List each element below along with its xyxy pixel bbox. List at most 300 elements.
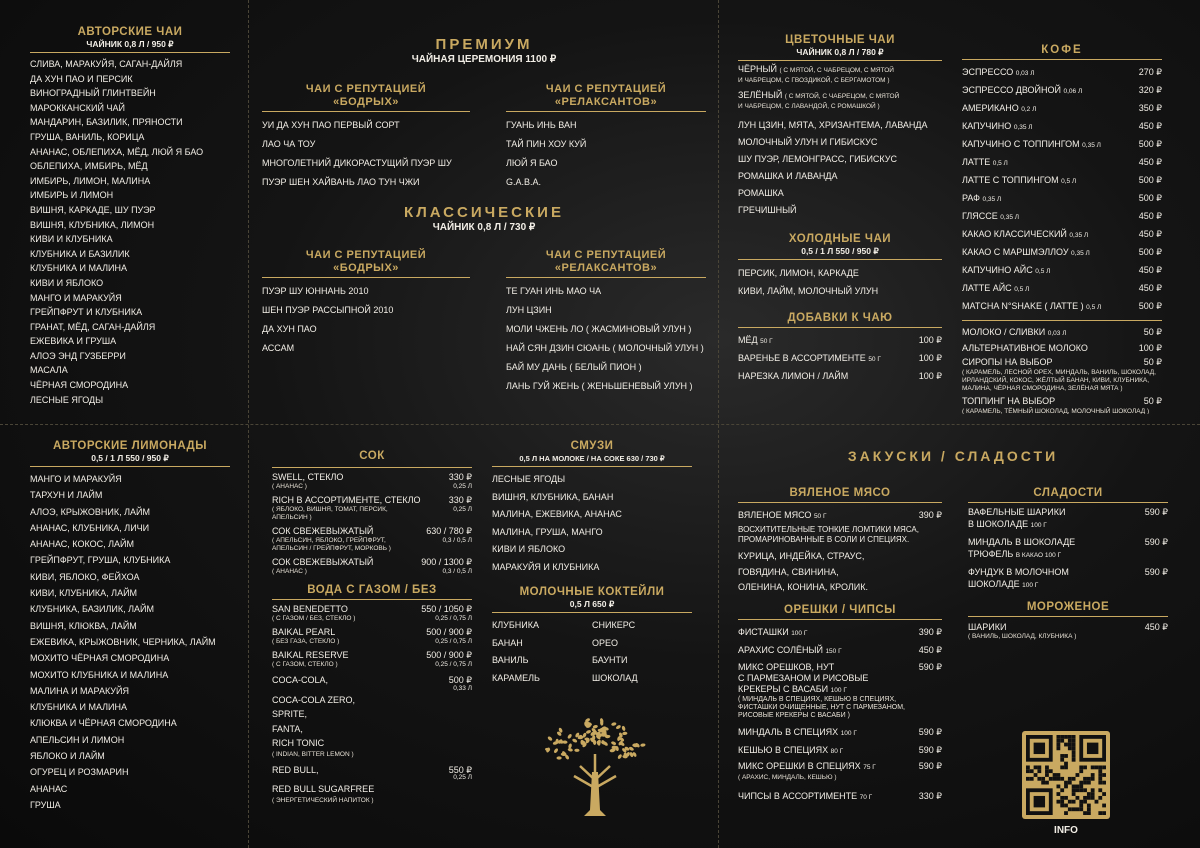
tea-addons-title: ДОБАВКИ К ЧАЮ	[787, 312, 893, 324]
menu-row	[272, 736, 472, 751]
list-item: МАНГО И МАРАКУЙЯ	[30, 292, 122, 303]
item-volume: 0,35 Л	[1013, 124, 1033, 131]
jerky-name: ВЯЛЕНОЕ МЯСО 50 Г	[738, 510, 827, 520]
juice-water-section	[272, 450, 472, 830]
premium-col2-title: ЧАИ С РЕПУТАЦИЕЙ «РЕЛАКСАНТОВ»	[545, 83, 667, 108]
snacks-section	[738, 448, 1168, 838]
item-volume: 0,35 Л	[1082, 142, 1101, 149]
item-name: МЁД 50 Г	[738, 335, 773, 345]
flower-tea-item: РОМАШКА	[738, 188, 784, 198]
flower-tea-item: РОМАШКА И ЛАВАНДА	[738, 171, 838, 181]
item-name: РАФ 0,35 Л	[962, 193, 1002, 203]
icecream-rule	[968, 616, 1168, 617]
list-item: ШОКОЛАД	[592, 672, 638, 683]
classic-col1-rule	[262, 277, 470, 278]
icecream-name: ШАРИКИ	[968, 622, 1007, 632]
item-volume: 0,25 / 0,75 Л	[435, 638, 472, 645]
list-item: АЛОЭ, КРЫЖОВНИК, ЛАЙМ	[30, 506, 150, 517]
list-item: КИВИ, ЯБЛОКО, ФЕЙХОА	[30, 571, 140, 582]
item-price: 550 ₽	[448, 764, 472, 775]
list-item: АНАНАС, ОБЛЕПИХА, МЁД, ЛЮЙ Я БАО	[30, 146, 204, 157]
sweets-rule	[968, 502, 1168, 503]
milkshakes-subtitle: 0,5 Л 650 ₽	[569, 599, 615, 609]
list-item: АНАНАС, КОКОС, ЛАЙМ	[30, 539, 134, 550]
list-item: КУРИЦА, ИНДЕЙКА, СТРАУС,	[738, 551, 865, 561]
list-item: ЕЖЕВИКА И ГРУША	[30, 336, 117, 347]
snacks-left-column	[738, 487, 942, 806]
item-price: 390 ₽	[918, 626, 942, 637]
item-subrow	[272, 638, 472, 646]
smoothie-subtitle: 0,5 Л НА МОЛОКЕ / НА СОКЕ 630 / 730 ₽	[519, 454, 665, 463]
item-price: 500 ₽	[1138, 193, 1162, 203]
item-price: 590 ₽	[1144, 537, 1168, 547]
list-item: ОГУРЕЦ И РОЗМАРИН	[30, 767, 129, 778]
menu-row	[738, 332, 942, 350]
item-price: 350 ₽	[1138, 103, 1162, 113]
list-item: ЛАНЬ ГУЙ ЖЕНЬ ( ЖЕНЬШЕНЕВЫЙ УЛУН )	[506, 381, 693, 391]
list-item: ЛЕСНЫЕ ЯГОДЫ	[30, 394, 104, 405]
milkshakes-col2	[592, 617, 692, 687]
list-item: СЛИВА, МАРАКУЙЯ, САГАН-ДАЙЛЯ	[30, 59, 183, 69]
nuts-mix2-name: МИКС ОРЕШКИ В СПЕЦИЯХ 75 Г	[738, 760, 876, 771]
list-item: УИ ДА ХУН ПАО ПЕРВЫЙ СОРТ	[262, 120, 400, 130]
item-name: ВАФЕЛЬНЫЕ ШАРИКИ В ШОКОЛАДЕ 100 Г	[968, 507, 1066, 529]
item-price: 270 ₽	[1138, 67, 1162, 77]
flower-tea-note2: И ЧАБРЕЦОМ, С ЛАВАНДОЙ, С РОМАШКОЙ )	[738, 103, 880, 110]
cold-teas-rule	[738, 259, 942, 260]
list-item: МАЛИНА, ЕЖЕВИКА, АНАНАС	[492, 509, 622, 519]
item-name: SAN BENEDETTO	[272, 604, 348, 614]
flower-tea-note: ( С МЯТОЙ, С ЧАБРЕЦОМ, С МЯТОЙ	[784, 93, 900, 100]
toppings-price: 50 ₽	[1143, 396, 1162, 406]
list-item: КЛУБНИКА, БАЗИЛИК, ЛАЙМ	[30, 604, 154, 615]
item-name: МОЛОКО / СЛИВКИ 0,03 Л	[962, 327, 1067, 337]
menu-row	[962, 118, 1162, 136]
chips-price: 330 ₽	[918, 790, 942, 801]
item-price: 50 ₽	[1143, 327, 1162, 337]
info-label: INFO	[1054, 825, 1078, 836]
item-name: СОК СВЕЖЕВЫЖАТЫЙ	[272, 526, 374, 536]
classic-columns	[262, 249, 706, 396]
jerky-desc: ВОСХИТИТЕЛЬНЫЕ ТОНКИЕ ЛОМТИКИ МЯСА, ПРОМАРИНОВАННЫЕ В СОЛИ И СПЕЦИЯХ.	[738, 525, 919, 544]
flower-teas-subtitle: ЧАЙНИК 0,8 Л / 780 ₽	[796, 47, 884, 57]
list-item: ИМБИРЬ И ЛИМОН	[30, 190, 114, 201]
premium-title: ПРЕМИУМ	[435, 36, 533, 53]
menu-row	[738, 350, 942, 368]
menu-row	[272, 495, 472, 506]
list-item: ИМБИРЬ, ЛИМОН, МАЛИНА	[30, 175, 151, 186]
item-price: 100 ₽	[1138, 343, 1162, 353]
item-volume: 0,03 Л	[1015, 70, 1035, 77]
list-item: ГУАНЬ ИНЬ ВАН	[506, 120, 577, 130]
cold-teas-subtitle: 0,5 / 1 Л 550 / 950 ₽	[801, 246, 879, 256]
item-name: SWELL, СТЕКЛО	[272, 472, 344, 482]
premium-col2-list	[506, 116, 706, 192]
smoothie-list	[492, 471, 692, 576]
menu-row	[738, 642, 942, 660]
list-item: КЛУБНИКА И МАЛИНА	[30, 263, 128, 274]
flower-teas-list	[738, 65, 942, 219]
list-item: АССАМ	[262, 343, 295, 353]
item-price: 100 ₽	[918, 353, 942, 363]
list-item: ПУЭР ШЕН ХАЙВАНЬ ЛАО ТУН ЧЖИ	[262, 177, 420, 187]
menu-row	[272, 693, 472, 708]
menu-row	[962, 190, 1162, 208]
redbull-block	[272, 763, 472, 805]
list-item: КИВИ И ЯБЛОКО	[30, 277, 104, 288]
list-item: ТАРХУН И ЛАЙМ	[30, 490, 103, 501]
item-price: 590 ₽	[1144, 567, 1168, 577]
flower-tea-note2: И ЧАБРЕЦОМ, С ГВОЗДИКОЙ, С БЕРГАМОТОМ )	[738, 77, 890, 84]
list-item: ОБЛЕПИХА, ИМБИРЬ, МЁД	[30, 161, 148, 172]
sweets-row	[968, 537, 1168, 561]
icecream-row	[968, 621, 1168, 633]
item-note: ( АНАНАС )	[272, 483, 307, 490]
qr-code-icon[interactable]	[1022, 731, 1110, 819]
item-name: SPRITE,	[272, 709, 308, 719]
item-volume: 0,25 Л	[453, 483, 472, 490]
item-note: ( ЭНЕРГЕТИЧЕСКИЙ НАПИТОК )	[272, 796, 374, 804]
nuts-mix2-price: 590 ₽	[918, 760, 942, 771]
item-note: ( ЯБЛОКО, ВИШНЯ, ТОМАТ, ПЕРСИК, АПЕЛЬСИН )	[272, 506, 388, 521]
item-price: 330 ₽	[448, 495, 472, 505]
item-note: ( АНАНАС )	[272, 568, 307, 575]
toppings-row	[962, 395, 1162, 408]
list-item: МАРАКУЙЯ И КЛУБНИКА	[492, 561, 600, 572]
milkshakes-rule	[492, 612, 692, 613]
list-item: ЛЮЙ Я БАО	[506, 158, 558, 168]
item-volume: 0,25 Л	[453, 506, 472, 513]
water-list	[272, 604, 472, 669]
syrups-note: ( КАРАМЕЛЬ, ЛЕСНОЙ ОРЕХ, МИНДАЛЬ, ВАНИЛЬ, ШОКОЛАД, ИРЛАНДСКИЙ, КОКОС, ЖЁЛТЫЙ БАНАН, КИВИ, КЛУБНИКА, МАЛИНА, ЧЁРНАЯ СМОРОДИНА, ЗЕЛЁНАЯ МЯТА )	[962, 369, 1156, 392]
item-volume: 0,33 Л	[453, 684, 472, 692]
menu-row	[962, 136, 1162, 154]
menu-row	[962, 325, 1162, 341]
author-teas-title: АВТОРСКИЕ ЧАИ	[77, 26, 183, 38]
item-volume: 50 Г	[868, 356, 881, 363]
item-volume: 0,25 Л	[453, 774, 472, 781]
item-name: BAIKAL PEARL	[272, 627, 336, 637]
item-name: МИНДАЛЬ В СПЕЦИЯХ 100 Г	[738, 726, 857, 737]
menu-row	[738, 742, 942, 760]
premium-col-bodry	[262, 83, 470, 192]
coffee-list	[962, 64, 1162, 316]
premium-col1-list	[262, 116, 470, 192]
list-item: КИВИ, КЛУБНИКА, ЛАЙМ	[30, 588, 138, 599]
item-note: ( АПЕЛЬСИН, ЯБЛОКО, ГРЕЙПФРУТ, АПЕЛЬСИН / ГРЕЙПФРУТ, МОРКОВЬ )	[272, 537, 391, 552]
item-name: ГЛЯССЕ 0,35 Л	[962, 211, 1020, 221]
syrups-row	[962, 356, 1162, 369]
list-item: G.A.B.A.	[506, 177, 542, 187]
item-volume: 0,35 Л	[1069, 232, 1089, 239]
syrups-price: 50 ₽	[1143, 357, 1162, 367]
list-item: МНОГОЛЕТНИЙ ДИКОРАСТУЩИЙ ПУЭР ШУ	[262, 158, 452, 168]
flower-teas-rule	[738, 60, 942, 61]
item-name: ЭСПРЕССО 0,03 Л	[962, 67, 1035, 77]
list-item: ГРАНАТ, МЁД, САГАН-ДАЙЛЯ	[30, 321, 156, 332]
nuts-mix-row	[738, 662, 942, 696]
lemonades-subtitle: 0,5 / 1 Л 550 / 950 ₽	[91, 453, 169, 463]
item-name: НАРЕЗКА ЛИМОН / ЛАЙМ	[738, 371, 849, 381]
menu-row	[962, 100, 1162, 118]
item-name: КАКАО КЛАССИЧЕСКИЙ 0,35 Л	[962, 229, 1089, 239]
list-item: ВИШНЯ, КЛУБНИКА, ЛИМОН	[30, 219, 155, 230]
menu-row	[962, 341, 1162, 356]
toppings-name: ТОППИНГ НА ВЫБОР	[962, 396, 1056, 406]
milkshakes-title: МОЛОЧНЫЕ КОКТЕЙЛИ	[519, 586, 665, 598]
water-rule	[272, 599, 472, 600]
item-price: 500 ₽	[1138, 139, 1162, 149]
flower-tea-item: ЛУН ЦЗИН, МЯТА, ХРИЗАНТЕМА, ЛАВАНДА	[738, 120, 928, 130]
water-title: ВОДА С ГАЗОМ / БЕЗ	[307, 584, 437, 596]
item-price: 900 / 1300 ₽	[421, 557, 472, 567]
item-name: АЛЬТЕРНАТИВНОЕ МОЛОКО	[962, 343, 1088, 353]
item-name: RICH TONIC	[272, 738, 325, 748]
list-item: АНАНАС	[30, 783, 68, 794]
flower-teas-section	[738, 34, 942, 394]
item-volume: 0,03 Л	[1047, 330, 1067, 337]
item-subrow	[272, 537, 472, 553]
item-name: RED BULL,	[272, 764, 319, 775]
nuts-mix-price: 590 ₽	[918, 661, 942, 672]
item-volume: 0,5 Л	[1035, 268, 1051, 275]
jerky-rule	[738, 502, 942, 503]
chips-name: ЧИПСЫ В АССОРТИМЕНТЕ 70 Г	[738, 790, 873, 801]
item-volume: 0,35 Л	[1000, 214, 1020, 221]
item-name: RICH В АССОРТИМЕНТЕ, СТЕКЛО	[272, 495, 421, 505]
list-item: КАРАМЕЛЬ	[492, 672, 540, 683]
item-name: FANTA,	[272, 723, 303, 734]
list-item: НАЙ СЯН ДЗИН СЮАНЬ ( МОЛОЧНЫЙ УЛУН )	[506, 343, 704, 353]
menu-row	[962, 262, 1162, 280]
syrups-name: СИРОПЫ НА ВЫБОР	[962, 357, 1053, 367]
smoothie-rule	[492, 466, 692, 467]
classic-col2-title: ЧАИ С РЕПУТАЦИЕЙ «РЕЛАКСАНТОВ»	[545, 249, 667, 274]
menu-row	[272, 650, 472, 661]
item-name: АРАХИС СОЛЁНЫЙ 150 Г	[738, 644, 842, 655]
classic-col2-rule	[506, 277, 706, 278]
list-item: ВИШНЯ, КЛУБНИКА, БАНАН	[492, 491, 614, 502]
item-note: ( БЕЗ ГАЗА, СТЕКЛО )	[272, 638, 340, 645]
item-volume: 0,5 Л	[1086, 304, 1102, 311]
menu-row	[962, 226, 1162, 244]
item-price: 500 ₽	[1138, 247, 1162, 257]
item-subrow	[272, 615, 472, 623]
list-item: ВИШНЯ, КАРКАДЕ, ШУ ПУЭР	[30, 204, 156, 215]
list-item: КЛЮКВА И ЧЁРНАЯ СМОРОДИНА	[30, 718, 177, 729]
menu-row	[962, 244, 1162, 262]
item-price: 330 ₽	[448, 472, 472, 482]
item-note: ( С ГАЗОМ, СТЕКЛО )	[272, 661, 338, 668]
list-item: ТАЙ ПИН ХОУ КУЙ	[506, 139, 587, 149]
premium-classic-section	[262, 36, 706, 416]
chips-row	[738, 788, 942, 806]
item-price: 550 / 1050 ₽	[421, 604, 472, 614]
divider-horizontal	[0, 424, 1200, 425]
item-price: 590 ₽	[918, 726, 942, 737]
menu-row	[962, 208, 1162, 226]
list-item: АНАНАС, КЛУБНИКА, ЛИЧИ	[30, 522, 150, 533]
menu-row	[272, 707, 472, 722]
sweets-title: СЛАДОСТИ	[1033, 487, 1103, 499]
menu-row	[272, 782, 472, 797]
tea-addons-rule	[738, 327, 942, 328]
icecream-price: 450 ₽	[1144, 622, 1168, 632]
item-name: ФУНДУК В МОЛОЧНОМ ШОКОЛАДЕ 100 Г	[968, 567, 1069, 589]
nuts-list	[738, 624, 942, 660]
list-item: АПЕЛЬСИН И ЛИМОН	[30, 734, 125, 745]
item-volume: 0,35 Л	[1071, 250, 1090, 257]
list-item: КИВИ И ЯБЛОКО	[492, 544, 566, 554]
item-volume: 0,3 / 0,5 Л	[442, 568, 472, 575]
item-subrow	[272, 506, 472, 522]
nuts-rule	[738, 619, 942, 620]
author-teas-rule	[30, 52, 230, 53]
premium-col2-rule	[506, 111, 706, 112]
menu-row	[962, 154, 1162, 172]
item-price: 450 ₽	[1138, 229, 1162, 239]
list-item: ГРЕЙПФРУТ, ГРУША, КЛУБНИКА	[30, 555, 171, 566]
list-item: МАЛИНА И МАРАКУЙЯ	[30, 685, 129, 696]
item-name: АМЕРИКАНО 0,2 Л	[962, 103, 1037, 113]
list-item: СНИКЕРС	[592, 620, 636, 630]
item-volume: 0,06 Л	[1063, 88, 1083, 95]
item-name: ВАРЕНЬЕ В АССОРТИМЕНТЕ 50 Г	[738, 353, 881, 363]
item-volume: 0,25 / 0,75 Л	[435, 615, 472, 622]
premium-subtitle: ЧАЙНАЯ ЦЕРЕМОНИЯ 1100 ₽	[411, 54, 557, 65]
lemonades-list	[30, 471, 230, 813]
item-name: КЕШЬЮ В СПЕЦИЯХ 80 Г	[738, 744, 844, 755]
classic-col2-list	[506, 282, 706, 396]
flower-tea-item: ЧЁРНЫЙ ( С МЯТОЙ, С ЧАБРЕЦОМ, С МЯТОЙ И ЧАБРЕЦОМ, С ГВОЗДИКОЙ, С БЕРГАМОТОМ )	[738, 64, 894, 84]
flower-tea-note: ( С МЯТОЙ, С ЧАБРЕЦОМ, С МЯТОЙ	[779, 67, 894, 74]
item-volume: 0,3 / 0,5 Л	[442, 537, 472, 544]
menu-row	[272, 722, 472, 737]
list-item: ВИНОГРАДНЫЙ ГЛИНТВЕЙН	[30, 88, 156, 99]
item-price: 450 ₽	[1138, 283, 1162, 293]
icecream-title: МОРОЖЕНОЕ	[1026, 601, 1110, 613]
juice-title: СОК	[359, 450, 385, 462]
list-item: ЛЕСНЫЕ ЯГОДЫ	[492, 474, 566, 484]
menu-row	[962, 298, 1162, 316]
item-price: 450 ₽	[1138, 157, 1162, 167]
list-item: ЧЁРНАЯ СМОРОДИНА	[30, 380, 129, 391]
flower-tea-item: ШУ ПУЭР, ЛЕМОНГРАСС, ГИБИСКУС	[738, 154, 897, 164]
item-name: RED BULL SUGARFREE	[272, 784, 375, 794]
item-name: ЭСПРЕССО ДВОЙНОЙ 0,06 Л	[962, 85, 1083, 95]
item-price: 450 ₽	[918, 644, 942, 655]
list-item: БАЙ МУ ДАНЬ ( БЕЛЫЙ ПИОН )	[506, 362, 642, 372]
item-price: 630 / 780 ₽	[426, 526, 472, 536]
juice-list	[272, 472, 472, 576]
item-name: ЛАТТЕ 0,5 Л	[962, 157, 1008, 167]
smoothie-section	[492, 440, 692, 830]
item-price: 590 ₽	[918, 744, 942, 755]
nuts-list2	[738, 724, 942, 760]
list-item: МАЛИНА, ГРУША, МАНГО	[492, 526, 603, 537]
item-volume: 0,5 Л	[992, 160, 1008, 167]
item-volume: 50 Г	[760, 338, 773, 345]
list-item: ТЕ ГУАН ИНЬ МАО ЧА	[506, 286, 602, 296]
coffee-extras-list	[962, 325, 1162, 356]
item-name: MATCHA N°SHAKE ( ЛАТТЕ ) 0,5 Л	[962, 301, 1102, 311]
lemonades-section	[30, 440, 230, 830]
item-subrow	[272, 568, 472, 576]
list-item: ДА ХУН ПАО	[262, 324, 317, 334]
item-volume: 0,25 / 0,75 Л	[435, 661, 472, 668]
item-name: СОК СВЕЖЕВЫЖАТЫЙ	[272, 557, 374, 567]
snacks-title: ЗАКУСКИ / СЛАДОСТИ	[847, 448, 1059, 464]
premium-col-relax	[506, 83, 706, 192]
classic-title: КЛАССИЧЕСКИЕ	[404, 204, 564, 221]
list-item: ОЛЕНИНА, КОНИНА, КРОЛИК.	[738, 582, 868, 592]
flower-tea-item: ЗЕЛЁНЫЙ ( С МЯТОЙ, С ЧАБРЕЦОМ, С МЯТОЙ И ЧАБРЕЦОМ, С ЛАВАНДОЙ, С РОМАШКОЙ )	[738, 90, 900, 110]
premium-col1-rule	[262, 111, 470, 112]
item-subrow	[272, 661, 472, 669]
icecream-note: ( ВАНИЛЬ, ШОКОЛАД, КЛУБНИКА )	[968, 633, 1077, 640]
item-name: КАПУЧИНО 0,35 Л	[962, 121, 1033, 131]
jerky-price: 390 ₽	[918, 510, 942, 520]
list-item: БАНАН	[492, 637, 523, 648]
classic-col-bodry	[262, 249, 470, 396]
item-name: МИНДАЛЬ В ШОКОЛАДЕ ТРЮФЕЛЬ В КАКАО 100 Г	[968, 537, 1076, 559]
flower-tea-item: МОЛОЧНЫЙ УЛУН И ГИБИСКУС	[738, 137, 878, 147]
item-volume: 0,5 Л	[1061, 178, 1077, 185]
nuts-mix-note: ( МИНДАЛЬ В СПЕЦИЯХ, КЕШЬЮ В СПЕЦИЯХ, ФИСТАШКИ ОЧИЩЕННЫЕ, НУТ С ПАРМЕЗАНОМ, РИСОВЫЕ КРЕКЕРЫ С ВАСАБИ )	[738, 695, 905, 719]
item-note: ( INDIAN, BITTER LEMON )	[272, 750, 354, 758]
item-volume: 80 Г	[830, 747, 844, 755]
list-item: ЛАО ЧА ТОУ	[262, 139, 316, 149]
jerky-kinds	[738, 549, 942, 596]
coffee-rule	[962, 59, 1162, 60]
smoothie-title: СМУЗИ	[570, 440, 614, 452]
item-volume: 0,5 Л	[1014, 286, 1030, 293]
toppings-note: ( КАРАМЕЛЬ, ТЁМНЫЙ ШОКОЛАД, МОЛОЧНЫЙ ШОКОЛАД )	[962, 408, 1150, 414]
snacks-right-column	[968, 487, 1168, 836]
item-volume: 0,2 Л	[1021, 106, 1037, 113]
list-item: ГРУША, ВАНИЛЬ, КОРИЦА	[30, 131, 145, 142]
item-name: COCA-COLA,	[272, 675, 329, 685]
sweets-list	[968, 507, 1168, 591]
list-item: ЛУН ЦЗИН	[506, 305, 552, 315]
coffee-title: КОФЕ	[1041, 44, 1083, 56]
item-price: 500 ₽	[1138, 175, 1162, 185]
tea-addons-list	[738, 332, 942, 385]
list-item: МОХИТО КЛУБНИКА И МАЛИНА	[30, 669, 169, 680]
item-price: 320 ₽	[1138, 85, 1162, 95]
item-price: 500 / 900 ₽	[426, 627, 472, 637]
item-volume: 100 Г	[791, 629, 808, 637]
item-volume: 150 Г	[825, 647, 842, 655]
flower-teas-title: ЦВЕТОЧНЫЕ ЧАИ	[785, 34, 895, 46]
item-name: ФИСТАШКИ 100 Г	[738, 626, 808, 637]
list-item: ГОВЯДИНА, СВИНИНА,	[738, 566, 839, 577]
menu-row	[962, 64, 1162, 82]
list-item: КИВИ, ЛАЙМ, МОЛОЧНЫЙ УЛУН	[738, 286, 879, 296]
author-teas-subtitle: ЧАЙНИК 0,8 Л / 950 ₽	[86, 39, 174, 49]
nuts-mix2-note: ( АРАХИС, МИНДАЛЬ, КЕШЬЮ )	[738, 773, 837, 781]
list-item: ОРЕО	[592, 637, 619, 648]
item-volume: В КАКАО 100 Г	[1015, 551, 1062, 559]
menu-row	[738, 368, 942, 385]
menu-row	[738, 724, 942, 742]
list-item: ПУЭР ШУ ЮННАНЬ 2010	[262, 286, 369, 296]
item-price: 500 / 900 ₽	[426, 650, 472, 660]
item-price: 450 ₽	[1138, 265, 1162, 275]
list-item: МАРОККАНСКИЙ ЧАЙ	[30, 102, 125, 113]
list-item: МАНГО И МАРАКУЙЯ	[30, 474, 122, 484]
premium-columns	[262, 83, 706, 192]
